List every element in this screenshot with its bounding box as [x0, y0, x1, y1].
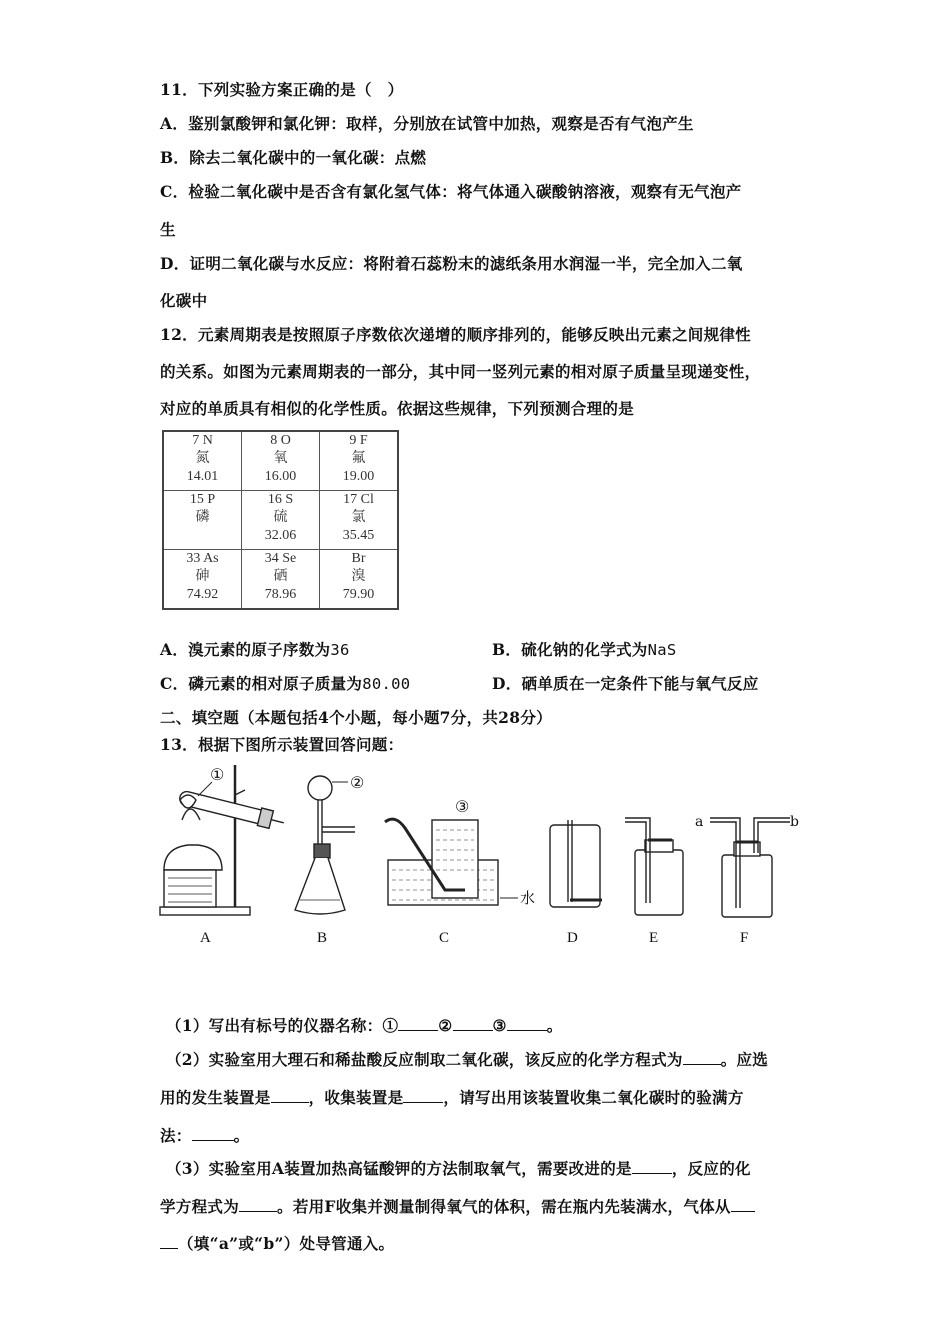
stand-base — [160, 907, 250, 915]
q11-option-c-line1: C．检验二氧化碳中是否含有氯化氢气体：将气体通入碳酸钠溶液，观察有无气泡产 — [160, 182, 742, 201]
mark-3: ③ — [455, 797, 470, 816]
label-a: a — [695, 814, 704, 830]
q13-part2-line3: 法： 。 — [160, 1126, 250, 1145]
label-apparatus-c: C — [439, 930, 450, 946]
periodic-table-excerpt — [162, 430, 399, 610]
label-apparatus-d: D — [567, 930, 578, 946]
label-apparatus-e: E — [649, 930, 659, 946]
q12-option-d: D．硒单质在一定条件下能与氧气反应 — [492, 674, 759, 693]
q13-part3-line2: 学方程式为 。若用F收集并测量制得氧气的体积，需在瓶内先装满水，气体从 — [160, 1195, 755, 1217]
q11-stem: 11．下列实验方案正确的是（ ） — [160, 80, 404, 99]
element-cell: 34 Se 硒 78.96 — [242, 550, 320, 610]
q12-stem-line1: 12．元素周期表是按照原子序数依次递增的顺序排列的，能够反映出元素之间规律性 — [160, 325, 751, 344]
element-cell: 7 N 氮 14.01 — [163, 431, 242, 491]
q13-part2-line1: （2）实验室用大理石和稀盐酸反应制取二氧化碳，该反应的化学方程式为 。应选 — [166, 1050, 769, 1069]
mark-1: ① — [210, 765, 225, 784]
element-cell: 15 P 磷 — [163, 491, 242, 550]
q13-part2-line2: 用的发生装置是 ，收集装置是 ，请写出用该装置收集二氧化碳时的验满方 — [160, 1088, 744, 1107]
section-2-heading: 二、填空题（本题包括4个小题，每小题7分，共28分） — [160, 708, 552, 727]
element-cell: 33 As 砷 74.92 — [163, 550, 242, 610]
element-cell: Br 溴 79.90 — [320, 550, 399, 610]
q11-option-d-line1: D．证明二氧化碳与水反应：将附着石蕊粉末的滤纸条用水润湿一半，完全加入二氧 — [160, 254, 743, 273]
q12-option-a: A．溴元素的原子序数为36 — [160, 640, 350, 659]
element-cell: 17 Cl 氯 35.45 — [320, 491, 399, 550]
label-apparatus-b: B — [317, 930, 328, 946]
q11-option-b: B．除去二氧化碳中的一氧化碳：点燃 — [160, 148, 427, 167]
q12-stem-line3: 对应的单质具有相似的化学性质。依据这些规律，下列预测合理的是 — [160, 399, 635, 418]
mark-2: ② — [350, 773, 365, 792]
element-cell: 9 F 氟 19.00 — [320, 431, 399, 491]
label-apparatus-f: F — [740, 930, 749, 946]
element-cell: 16 S 硫 32.06 — [242, 491, 320, 550]
element-cell: 8 O 氧 16.00 — [242, 431, 320, 491]
q11-option-c-line2: 生 — [160, 220, 176, 239]
q12-option-c: C．磷元素的相对原子质量为80.00 — [160, 674, 411, 693]
q11-option-d-line2: 化碳中 — [160, 291, 208, 310]
apparatus-diagram — [150, 760, 810, 930]
label-b: b — [790, 814, 799, 830]
q13-part3-line3: （填“a”或“b”）处导管通入。 — [160, 1232, 394, 1254]
q12-option-b: B．硫化钠的化学式为NaS — [492, 640, 677, 659]
q11-option-a: A．鉴别氯酸钾和氯化钾：取样，分别放在试管中加热，观察是否有气泡产生 — [160, 114, 694, 133]
q12-stem-line2: 的关系。如图为元素周期表的一部分，其中同一竖列元素的相对原子质量呈现递变性， — [160, 362, 761, 381]
q13-part1: （1）写出有标号的仪器名称：① ② ③ 。 — [166, 1016, 563, 1035]
q13-part3-line1: （3）实验室用A装置加热高锰酸钾的方法制取氧气，需要改进的是 ，反应的化 — [166, 1159, 751, 1178]
water-label: 水 — [520, 889, 536, 907]
q13-stem: 13．根据下图所示装置回答问题： — [160, 735, 404, 754]
label-apparatus-a: A — [200, 930, 211, 946]
